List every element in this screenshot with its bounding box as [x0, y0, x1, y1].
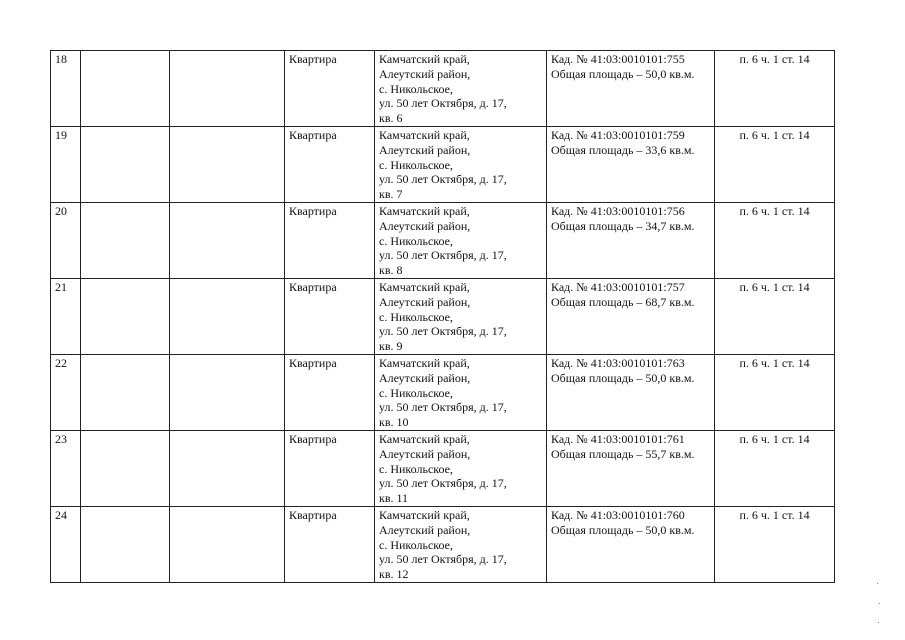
address-line: Алеутский район, [379, 142, 471, 157]
address-line: кв. 11 [379, 491, 409, 506]
row-number: 18 [51, 51, 81, 127]
property-table-body [51, 51, 835, 583]
empty-cell [81, 278, 170, 354]
address-line: ул. 50 лет Октября, д. 17, [379, 552, 507, 567]
row-number: 20 [51, 202, 81, 278]
empty-cell [170, 506, 285, 582]
row-number: 23 [51, 430, 81, 506]
empty-cell [81, 126, 170, 202]
address-line: Камчатский край, [379, 431, 470, 446]
address-line: ул. 50 лет Октября, д. 17, [379, 172, 507, 187]
address-line: с. Никольское, [379, 461, 453, 476]
legal-basis: п. 6 ч. 1 ст. 14 [715, 202, 835, 278]
address-line: кв. 9 [379, 339, 403, 354]
address-line: с. Никольское, [379, 157, 453, 172]
address-line: с. Никольское, [379, 309, 453, 324]
address-cell [375, 430, 547, 506]
empty-cell [81, 506, 170, 582]
row-number: 21 [51, 278, 81, 354]
legal-basis: п. 6 ч. 1 ст. 14 [715, 354, 835, 430]
object-type: Квартира [285, 354, 375, 430]
address-line: Камчатский край, [379, 127, 470, 142]
empty-cell [81, 51, 170, 127]
address-line: ул. 50 лет Октября, д. 17, [379, 96, 507, 111]
address-line: с. Никольское, [379, 81, 453, 96]
address-line: кв. 12 [379, 567, 409, 582]
address-line: Алеутский район, [379, 446, 471, 461]
total-area: Общая площадь – 50,0 кв.м. [551, 66, 695, 81]
scan-speck [879, 603, 880, 604]
cadastral-cell [547, 202, 715, 278]
row-number: 24 [51, 506, 81, 582]
address-line: Алеутский район, [379, 218, 471, 233]
cadastral-cell [547, 51, 715, 127]
address-line: с. Никольское, [379, 537, 453, 552]
empty-cell [170, 430, 285, 506]
address-cell [375, 354, 547, 430]
cadastral-number: Кад. № 41:03:0010101:756 [551, 203, 685, 218]
cadastral-cell [547, 506, 715, 582]
address-line: с. Никольское, [379, 233, 453, 248]
table-row [51, 51, 835, 127]
legal-basis: п. 6 ч. 1 ст. 14 [715, 278, 835, 354]
cadastral-number: Кад. № 41:03:0010101:755 [551, 52, 685, 66]
total-area: Общая площадь – 33,6 кв.м. [551, 142, 695, 157]
address-line: Алеутский район, [379, 294, 471, 309]
table-row [51, 278, 835, 354]
empty-cell [170, 354, 285, 430]
address-line: Алеутский район, [379, 66, 471, 81]
cadastral-cell [547, 126, 715, 202]
table-row [51, 354, 835, 430]
address-line: Алеутский район, [379, 370, 471, 385]
cadastral-cell [547, 430, 715, 506]
address-cell [375, 506, 547, 582]
legal-basis: п. 6 ч. 1 ст. 14 [715, 506, 835, 582]
address-line: ул. 50 лет Октября, д. 17, [379, 400, 507, 415]
address-line: кв. 10 [379, 415, 409, 430]
address-line: Камчатский край, [379, 203, 470, 218]
legal-basis: п. 6 ч. 1 ст. 14 [715, 126, 835, 202]
cadastral-number: Кад. № 41:03:0010101:761 [551, 431, 685, 446]
total-area: Общая площадь – 34,7 кв.м. [551, 218, 695, 233]
empty-cell [170, 278, 285, 354]
address-line: Камчатский край, [379, 355, 470, 370]
object-type: Квартира [285, 506, 375, 582]
address-line: ул. 50 лет Октября, д. 17, [379, 476, 507, 491]
cadastral-number: Кад. № 41:03:0010101:760 [551, 507, 685, 522]
cadastral-number: Кад. № 41:03:0010101:763 [551, 355, 685, 370]
total-area: Общая площадь – 50,0 кв.м. [551, 522, 695, 537]
table-row [51, 506, 835, 582]
address-cell [375, 278, 547, 354]
address-line: ул. 50 лет Октября, д. 17, [379, 324, 507, 339]
address-line: с. Никольское, [379, 385, 453, 400]
scan-speck [877, 583, 878, 584]
address-line: Камчатский край, [379, 279, 470, 294]
table-row [51, 126, 835, 202]
address-line: кв. 6 [379, 111, 403, 126]
cadastral-cell [547, 278, 715, 354]
total-area: Общая площадь – 55,7 кв.м. [551, 446, 695, 461]
cadastral-number: Кад. № 41:03:0010101:759 [551, 127, 685, 142]
total-area: Общая площадь – 50,0 кв.м. [551, 370, 695, 385]
total-area: Общая площадь – 68,7 кв.м. [551, 294, 695, 309]
empty-cell [81, 354, 170, 430]
scan-speck [878, 622, 879, 623]
object-type: Квартира [285, 430, 375, 506]
legal-basis: п. 6 ч. 1 ст. 14 [715, 51, 835, 127]
address-cell [375, 202, 547, 278]
address-cell [375, 51, 547, 127]
empty-cell [81, 202, 170, 278]
object-type: Квартира [285, 126, 375, 202]
address-line: ул. 50 лет Октября, д. 17, [379, 248, 507, 263]
table-row [51, 202, 835, 278]
object-type: Квартира [285, 202, 375, 278]
empty-cell [170, 126, 285, 202]
empty-cell [170, 51, 285, 127]
cadastral-number: Кад. № 41:03:0010101:757 [551, 279, 685, 294]
address-line: кв. 7 [379, 187, 403, 202]
object-type: Квартира [285, 51, 375, 127]
address-line: Алеутский район, [379, 522, 471, 537]
row-number: 19 [51, 126, 81, 202]
address-line: кв. 8 [379, 263, 403, 278]
empty-cell [81, 430, 170, 506]
address-line: Камчатский край, [379, 52, 470, 66]
table-row [51, 430, 835, 506]
property-table [50, 50, 835, 583]
address-cell [375, 126, 547, 202]
empty-cell [170, 202, 285, 278]
cadastral-cell [547, 354, 715, 430]
legal-basis: п. 6 ч. 1 ст. 14 [715, 430, 835, 506]
address-line: Камчатский край, [379, 507, 470, 522]
object-type: Квартира [285, 278, 375, 354]
row-number: 22 [51, 354, 81, 430]
